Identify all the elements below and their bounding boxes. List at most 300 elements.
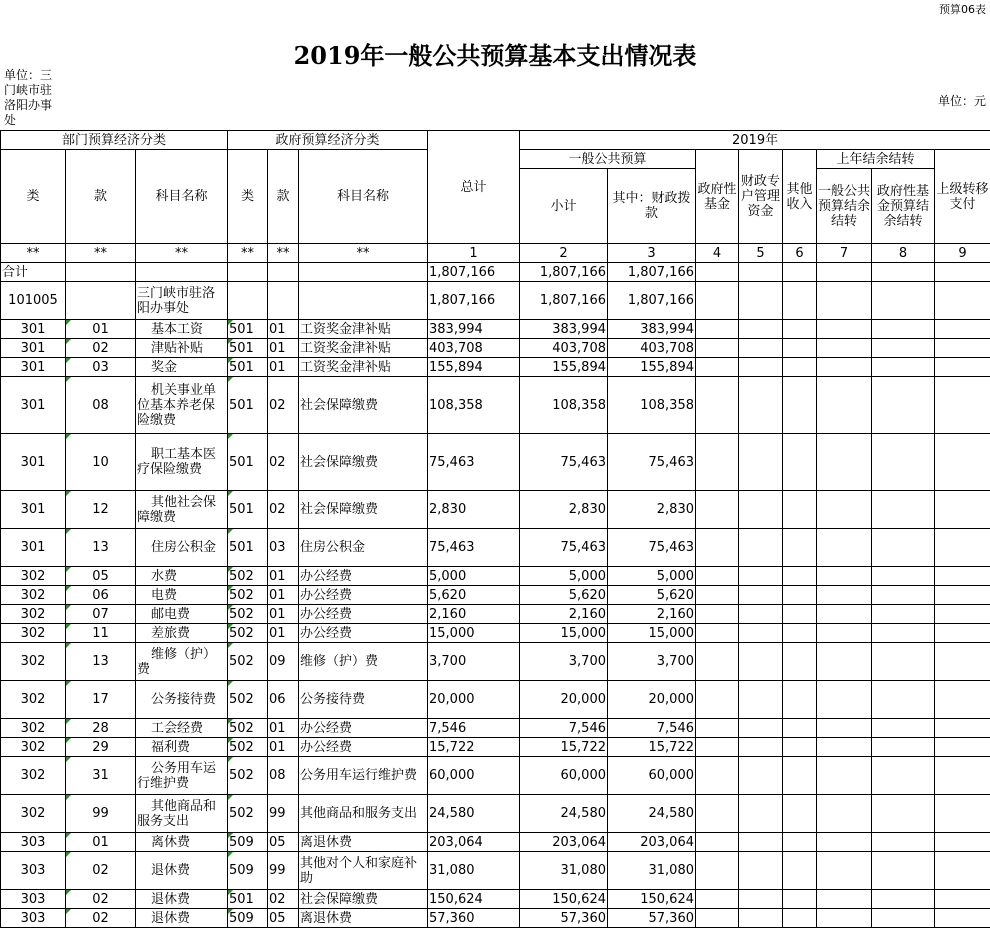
row-subject-name: 退休费 [136, 852, 228, 890]
row-kuan: 05 [66, 567, 136, 586]
row-subtotal: 108,358 [520, 377, 608, 434]
row-total: 15,000 [428, 624, 520, 643]
col-num: 1 [428, 244, 520, 263]
row-lei: 303 [1, 909, 66, 928]
row-fiscal: 31,080 [608, 852, 696, 890]
row-gov-subject-name: 工资奖金津补贴 [299, 320, 428, 339]
row-empty-cell [872, 320, 935, 339]
totals-subtotal: 1,807,166 [520, 263, 608, 282]
row-gov-subject-name: 办公经费 [299, 624, 428, 643]
row-gov-lei: 501 [228, 434, 268, 491]
row-gov-kuan: 01 [268, 567, 299, 586]
row-kuan: 07 [66, 605, 136, 624]
row-empty-cell [739, 567, 783, 586]
row-subtotal: 3,700 [520, 643, 608, 681]
row-subject-name: 水费 [136, 567, 228, 586]
row-empty-cell [739, 757, 783, 795]
row-empty-cell [817, 320, 872, 339]
row-fiscal: 75,463 [608, 529, 696, 567]
row-empty-cell [696, 320, 739, 339]
row-empty-cell [817, 909, 872, 928]
row-empty-cell [696, 909, 739, 928]
row-kuan: 10 [66, 434, 136, 491]
transfer-header: 上级转移支付 [935, 150, 990, 244]
row-empty-cell [783, 643, 817, 681]
row-empty-cell [872, 795, 935, 833]
row-empty-cell [739, 909, 783, 928]
row-subject-name: 退休费 [136, 890, 228, 909]
row-empty-cell [696, 605, 739, 624]
row-empty-cell [783, 738, 817, 757]
row-empty-cell [935, 339, 990, 358]
row-kuan: 02 [66, 339, 136, 358]
row-empty-cell [872, 605, 935, 624]
row-empty-cell [817, 358, 872, 377]
row-empty-cell [696, 719, 739, 738]
row-gov-subject-name: 离退休费 [299, 833, 428, 852]
row-fiscal: 7,546 [608, 719, 696, 738]
row-fiscal: 403,708 [608, 339, 696, 358]
row-lei: 301 [1, 358, 66, 377]
row-empty-cell [783, 434, 817, 491]
row-gov-lei: 501 [228, 320, 268, 339]
totals-row [1, 263, 990, 282]
row-empty-cell [872, 833, 935, 852]
row-empty-cell [783, 719, 817, 738]
row-empty-cell [935, 567, 990, 586]
row-empty-cell [872, 567, 935, 586]
row-kuan: 01 [66, 320, 136, 339]
row-subtotal: 15,000 [520, 624, 608, 643]
row-empty-cell [817, 738, 872, 757]
row-empty-cell [935, 529, 990, 567]
row-subtotal: 75,463 [520, 434, 608, 491]
row-empty-cell [872, 738, 935, 757]
row-subject-name: 其他社会保障缴费 [136, 491, 228, 529]
row-gov-kuan: 02 [268, 434, 299, 491]
row-empty-cell [696, 624, 739, 643]
row-empty-cell [783, 529, 817, 567]
row-gov-kuan: 05 [268, 909, 299, 928]
row-total: 20,000 [428, 681, 520, 719]
table-row [1, 320, 990, 339]
row-empty-cell [739, 605, 783, 624]
row-gov-kuan: 01 [268, 738, 299, 757]
subject-header: 科目名称 [136, 150, 228, 244]
row-gov-subject-name: 维修（护）费 [299, 643, 428, 681]
row-empty-cell [817, 586, 872, 605]
page-title: 2019年一般公共预算基本支出情况表 [293, 41, 697, 70]
row-gov-lei: 502 [228, 681, 268, 719]
row-total: 57,360 [428, 909, 520, 928]
general-budget-header: 一般公共预算 [520, 150, 696, 169]
table-row [1, 738, 990, 757]
table-row [1, 757, 990, 795]
other-income-header: 其他收入 [783, 150, 817, 244]
row-gov-subject-name: 社会保障缴费 [299, 434, 428, 491]
row-gov-kuan: 01 [268, 320, 299, 339]
row-gov-kuan: 99 [268, 852, 299, 890]
row-empty-cell [739, 434, 783, 491]
row-fiscal: 5,620 [608, 586, 696, 605]
row-total: 383,994 [428, 320, 520, 339]
row-kuan: 17 [66, 681, 136, 719]
row-kuan: 02 [66, 909, 136, 928]
row-gov-kuan: 01 [268, 719, 299, 738]
row-empty-cell [817, 643, 872, 681]
row-empty-cell [739, 491, 783, 529]
row-empty-cell [696, 377, 739, 434]
row-empty-cell [872, 358, 935, 377]
row-subtotal: 403,708 [520, 339, 608, 358]
totals-total: 1,807,166 [428, 263, 520, 282]
row-empty-cell [872, 434, 935, 491]
row-subject-name: 职工基本医疗保险缴费 [136, 434, 228, 491]
row-gov-lei: 501 [228, 491, 268, 529]
row-gov-kuan: 01 [268, 358, 299, 377]
table-row [1, 681, 990, 719]
star-cell: ** [1, 244, 66, 263]
row-subject-name: 离休费 [136, 833, 228, 852]
row-lei: 302 [1, 757, 66, 795]
corner-label: 预算06表 [939, 3, 986, 16]
row-lei: 301 [1, 529, 66, 567]
row-empty-cell [872, 719, 935, 738]
row-gov-kuan: 01 [268, 624, 299, 643]
row-gov-subject-name: 其他商品和服务支出 [299, 795, 428, 833]
row-subtotal: 150,624 [520, 890, 608, 909]
row-fiscal: 155,894 [608, 358, 696, 377]
row-empty-cell [696, 491, 739, 529]
row-empty-cell [872, 529, 935, 567]
row-empty-cell [935, 643, 990, 681]
table-row [1, 567, 990, 586]
row-empty-cell [935, 434, 990, 491]
row-empty-cell [783, 605, 817, 624]
row-lei: 303 [1, 833, 66, 852]
row-fiscal: 24,580 [608, 795, 696, 833]
table-row [1, 852, 990, 890]
org-subtotal: 1,807,166 [520, 282, 608, 320]
row-empty-cell [739, 586, 783, 605]
row-empty-cell [696, 681, 739, 719]
row-empty-cell [817, 757, 872, 795]
col-num: 4 [696, 244, 739, 263]
row-empty-cell [935, 624, 990, 643]
row-lei: 303 [1, 852, 66, 890]
row-total: 24,580 [428, 795, 520, 833]
row-empty-cell [783, 795, 817, 833]
row-empty-cell [935, 757, 990, 795]
row-empty-cell [872, 681, 935, 719]
row-empty-cell [935, 852, 990, 890]
row-empty-cell [739, 738, 783, 757]
row-subtotal: 5,000 [520, 567, 608, 586]
row-gov-kuan: 02 [268, 890, 299, 909]
dept-class-header: 部门预算经济分类 [1, 131, 228, 150]
row-subject-name: 机关事业单位基本养老保险缴费 [136, 377, 228, 434]
subtotal-header: 小计 [520, 169, 608, 244]
row-gov-kuan: 08 [268, 757, 299, 795]
row-gov-subject-name: 其他对个人和家庭补助 [299, 852, 428, 890]
row-gov-subject-name: 办公经费 [299, 605, 428, 624]
row-subtotal: 5,620 [520, 586, 608, 605]
col-num: 5 [739, 244, 783, 263]
row-lei: 301 [1, 320, 66, 339]
row-empty-cell [872, 890, 935, 909]
row-gov-kuan: 06 [268, 681, 299, 719]
row-fiscal: 150,624 [608, 890, 696, 909]
table-row [1, 434, 990, 491]
gov-kuan-header: 款 [268, 150, 299, 244]
carryover-header: 上年结余结转 [817, 150, 935, 169]
row-empty-cell [739, 358, 783, 377]
row-empty-cell [739, 643, 783, 681]
row-empty-cell [783, 757, 817, 795]
row-empty-cell [739, 624, 783, 643]
row-gov-kuan: 99 [268, 795, 299, 833]
row-empty-cell [817, 624, 872, 643]
row-kuan: 02 [66, 852, 136, 890]
row-gov-lei: 502 [228, 738, 268, 757]
totals-label: 合计 [1, 263, 66, 282]
gov-subject-header: 科目名称 [299, 150, 428, 244]
row-total: 75,463 [428, 529, 520, 567]
row-lei: 302 [1, 643, 66, 681]
row-total: 3,700 [428, 643, 520, 681]
row-gov-subject-name: 工资奖金津补贴 [299, 339, 428, 358]
row-empty-cell [935, 890, 990, 909]
row-empty-cell [935, 586, 990, 605]
row-empty-cell [696, 738, 739, 757]
row-empty-cell [817, 529, 872, 567]
row-kuan: 13 [66, 643, 136, 681]
row-empty-cell [696, 358, 739, 377]
table-row [1, 377, 990, 434]
row-total: 31,080 [428, 852, 520, 890]
row-empty-cell [696, 567, 739, 586]
row-empty-cell [872, 377, 935, 434]
row-fiscal: 2,160 [608, 605, 696, 624]
row-empty-cell [817, 852, 872, 890]
row-gov-lei: 509 [228, 852, 268, 890]
org-total: 1,807,166 [428, 282, 520, 320]
row-lei: 302 [1, 738, 66, 757]
row-total: 15,722 [428, 738, 520, 757]
col-num: 9 [935, 244, 990, 263]
row-empty-cell [696, 586, 739, 605]
row-total: 60,000 [428, 757, 520, 795]
row-lei: 302 [1, 605, 66, 624]
row-subtotal: 15,722 [520, 738, 608, 757]
row-total: 150,624 [428, 890, 520, 909]
row-kuan: 12 [66, 491, 136, 529]
col-num: 3 [608, 244, 696, 263]
row-empty-cell [817, 434, 872, 491]
row-empty-cell [817, 491, 872, 529]
row-empty-cell [872, 909, 935, 928]
row-gov-subject-name: 离退休费 [299, 909, 428, 928]
row-total: 203,064 [428, 833, 520, 852]
row-gov-subject-name: 办公经费 [299, 719, 428, 738]
row-empty-cell [935, 605, 990, 624]
row-gov-lei: 509 [228, 909, 268, 928]
row-lei: 303 [1, 890, 66, 909]
row-gov-subject-name: 社会保障缴费 [299, 491, 428, 529]
table-row [1, 833, 990, 852]
row-gov-lei: 502 [228, 586, 268, 605]
row-subject-name: 公务接待费 [136, 681, 228, 719]
row-subject-name: 奖金 [136, 358, 228, 377]
row-total: 7,546 [428, 719, 520, 738]
table-row [1, 909, 990, 928]
row-kuan: 29 [66, 738, 136, 757]
total-header: 总计 [428, 131, 520, 244]
table-row [1, 643, 990, 681]
lei-header: 类 [1, 150, 66, 244]
row-empty-cell [872, 643, 935, 681]
row-empty-cell [872, 491, 935, 529]
row-lei: 302 [1, 795, 66, 833]
kuan-header: 款 [66, 150, 136, 244]
row-empty-cell [783, 320, 817, 339]
row-gov-subject-name: 住房公积金 [299, 529, 428, 567]
row-subtotal: 31,080 [520, 852, 608, 890]
row-fiscal: 383,994 [608, 320, 696, 339]
row-empty-cell [872, 757, 935, 795]
year-header: 2019年 [520, 131, 990, 150]
row-gov-lei: 501 [228, 339, 268, 358]
row-gov-lei: 501 [228, 890, 268, 909]
org-code: 101005 [1, 282, 66, 320]
row-subject-name: 电费 [136, 586, 228, 605]
row-fiscal: 108,358 [608, 377, 696, 434]
row-empty-cell [783, 833, 817, 852]
table-row [1, 339, 990, 358]
row-subject-name: 福利费 [136, 738, 228, 757]
star-cell: ** [228, 244, 268, 263]
row-gov-lei: 502 [228, 624, 268, 643]
special-fund-header: 财政专户管理资金 [739, 150, 783, 244]
row-empty-cell [739, 890, 783, 909]
row-empty-cell [783, 624, 817, 643]
row-empty-cell [817, 339, 872, 358]
row-kuan: 99 [66, 795, 136, 833]
gov-fund-header: 政府性基金 [696, 150, 739, 244]
row-empty-cell [935, 795, 990, 833]
row-kuan: 13 [66, 529, 136, 567]
row-empty-cell [739, 320, 783, 339]
row-subject-name: 津贴补贴 [136, 339, 228, 358]
row-subtotal: 2,830 [520, 491, 608, 529]
row-kuan: 03 [66, 358, 136, 377]
row-empty-cell [696, 339, 739, 358]
row-fiscal: 5,000 [608, 567, 696, 586]
row-subtotal: 57,360 [520, 909, 608, 928]
row-gov-lei: 502 [228, 757, 268, 795]
row-gov-kuan: 03 [268, 529, 299, 567]
row-empty-cell [935, 719, 990, 738]
row-empty-cell [817, 719, 872, 738]
row-lei: 302 [1, 681, 66, 719]
row-empty-cell [783, 567, 817, 586]
row-empty-cell [935, 320, 990, 339]
row-empty-cell [739, 377, 783, 434]
row-empty-cell [783, 852, 817, 890]
row-kuan: 02 [66, 890, 136, 909]
unit-org-label: 单位：三门峡市驻洛阳办事处 [4, 68, 53, 127]
row-subtotal: 75,463 [520, 529, 608, 567]
row-fiscal: 3,700 [608, 643, 696, 681]
row-empty-cell [935, 358, 990, 377]
row-total: 5,000 [428, 567, 520, 586]
col-num: 2 [520, 244, 608, 263]
row-subject-name: 公务用车运行维护费 [136, 757, 228, 795]
row-empty-cell [935, 681, 990, 719]
row-subtotal: 7,546 [520, 719, 608, 738]
row-subject-name: 维修（护）费 [136, 643, 228, 681]
table-row [1, 529, 990, 567]
row-gov-subject-name: 社会保障缴费 [299, 377, 428, 434]
totals-fiscal: 1,807,166 [608, 263, 696, 282]
row-empty-cell [817, 605, 872, 624]
budget-table [0, 130, 990, 928]
row-lei: 302 [1, 719, 66, 738]
star-cell: ** [268, 244, 299, 263]
table-row [1, 605, 990, 624]
row-gov-lei: 501 [228, 529, 268, 567]
row-empty-cell [696, 757, 739, 795]
row-gov-kuan: 05 [268, 833, 299, 852]
row-gov-kuan: 02 [268, 491, 299, 529]
row-empty-cell [783, 586, 817, 605]
row-empty-cell [817, 833, 872, 852]
row-subtotal: 155,894 [520, 358, 608, 377]
row-gov-subject-name: 工资奖金津补贴 [299, 358, 428, 377]
row-total: 108,358 [428, 377, 520, 434]
row-gov-kuan: 01 [268, 339, 299, 358]
row-empty-cell [783, 377, 817, 434]
row-fiscal: 15,000 [608, 624, 696, 643]
gov-lei-header: 类 [228, 150, 268, 244]
row-gov-lei: 509 [228, 833, 268, 852]
row-empty-cell [696, 795, 739, 833]
row-empty-cell [783, 890, 817, 909]
star-cell: ** [136, 244, 228, 263]
row-kuan: 06 [66, 586, 136, 605]
row-gov-kuan: 01 [268, 605, 299, 624]
row-empty-cell [739, 852, 783, 890]
row-gov-lei: 502 [228, 795, 268, 833]
table-row [1, 358, 990, 377]
row-total: 5,620 [428, 586, 520, 605]
row-kuan: 08 [66, 377, 136, 434]
row-empty-cell [696, 833, 739, 852]
row-empty-cell [696, 434, 739, 491]
row-gov-subject-name: 办公经费 [299, 586, 428, 605]
row-fiscal: 57,360 [608, 909, 696, 928]
row-empty-cell [817, 567, 872, 586]
row-empty-cell [935, 738, 990, 757]
row-subtotal: 60,000 [520, 757, 608, 795]
row-empty-cell [817, 681, 872, 719]
table-row [1, 586, 990, 605]
row-empty-cell [817, 377, 872, 434]
org-fiscal: 1,807,166 [608, 282, 696, 320]
row-empty-cell [783, 339, 817, 358]
row-fiscal: 2,830 [608, 491, 696, 529]
row-lei: 302 [1, 586, 66, 605]
